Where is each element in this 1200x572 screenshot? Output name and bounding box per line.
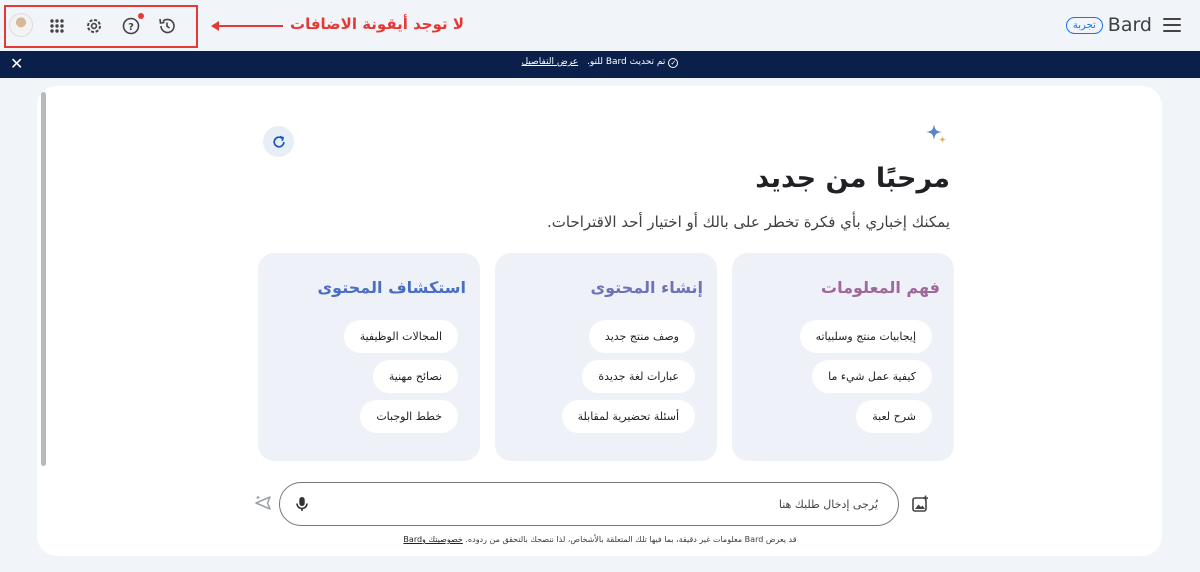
upload-image-icon[interactable]: [910, 494, 930, 514]
suggestion-chip[interactable]: المجالات الوظيفية: [344, 320, 458, 353]
update-notice-bar: [0, 51, 1200, 78]
suggestion-chip[interactable]: شرح لعبة: [856, 400, 932, 433]
svg-text:?: ?: [128, 22, 134, 33]
card-understand-info: [732, 253, 954, 461]
suggestion-chip[interactable]: أسئلة تحضيرية لمقابلة: [562, 400, 695, 433]
notification-dot: [138, 13, 144, 19]
disclaimer: [0, 535, 1200, 544]
beta-badge: تجربة: [1066, 17, 1103, 34]
card-create-content: [495, 253, 717, 461]
help-icon[interactable]: [120, 15, 142, 37]
history-icon[interactable]: [156, 15, 178, 37]
brand-name: Bard: [1107, 14, 1152, 36]
suggestion-chip[interactable]: عبارات لغة جديدة: [582, 360, 695, 393]
refresh-button[interactable]: [263, 126, 294, 157]
settings-gear-icon[interactable]: [83, 15, 105, 37]
disclaimer-text: قد يعرض Bard معلومات غير دقيقة، بما فيها تلك المتعلقة بالأشخاص، لذا ننصحك بالتحقق من ردوده.: [465, 535, 797, 544]
annotation-text: لا توجد أيقونة الاضافات: [290, 15, 465, 33]
avatar[interactable]: [9, 13, 33, 37]
card-title: فهم المعلومات: [821, 278, 940, 297]
apps-grid-icon[interactable]: [46, 15, 68, 37]
microphone-icon[interactable]: [292, 494, 312, 514]
send-icon[interactable]: [253, 493, 273, 513]
suggestion-chip[interactable]: نصائح مهنية: [373, 360, 458, 393]
welcome-title: مرحبًا من جديد: [755, 163, 950, 194]
close-icon[interactable]: ✕: [10, 54, 24, 73]
brand: [1066, 14, 1152, 36]
notice-details-link[interactable]: عرض التفاصيل: [521, 57, 579, 67]
card-title: استكشاف المحتوى: [317, 278, 466, 297]
scrollbar[interactable]: [41, 92, 46, 466]
notice-content: [0, 57, 1200, 68]
card-explore-content: [258, 253, 480, 461]
sparkle-icon: [924, 122, 948, 146]
check-circle-icon: ✓: [668, 58, 678, 68]
suggestion-chip[interactable]: خطط الوجبات: [360, 400, 458, 433]
welcome-subtitle: يمكنك إخباري بأي فكرة تخطر على بالك أو اختيار أحد الاقتراحات.: [546, 213, 950, 231]
suggestion-chip[interactable]: كيفية عمل شيء ما: [812, 360, 932, 393]
privacy-link[interactable]: خصوصيتك وBard: [403, 535, 463, 544]
prompt-input-container: [279, 482, 899, 526]
notice-text: تم تحديث Bard للتو.: [587, 57, 666, 67]
refresh-icon: [271, 134, 287, 150]
suggestion-chip[interactable]: وصف منتج جديد: [589, 320, 695, 353]
annotation-arrow-icon: [213, 25, 283, 27]
prompt-input[interactable]: [330, 493, 880, 515]
hamburger-menu-icon[interactable]: [1160, 14, 1184, 38]
suggestion-chip[interactable]: إيجابيات منتج وسلبياته: [800, 320, 932, 353]
card-title: إنشاء المحتوى: [590, 278, 703, 297]
